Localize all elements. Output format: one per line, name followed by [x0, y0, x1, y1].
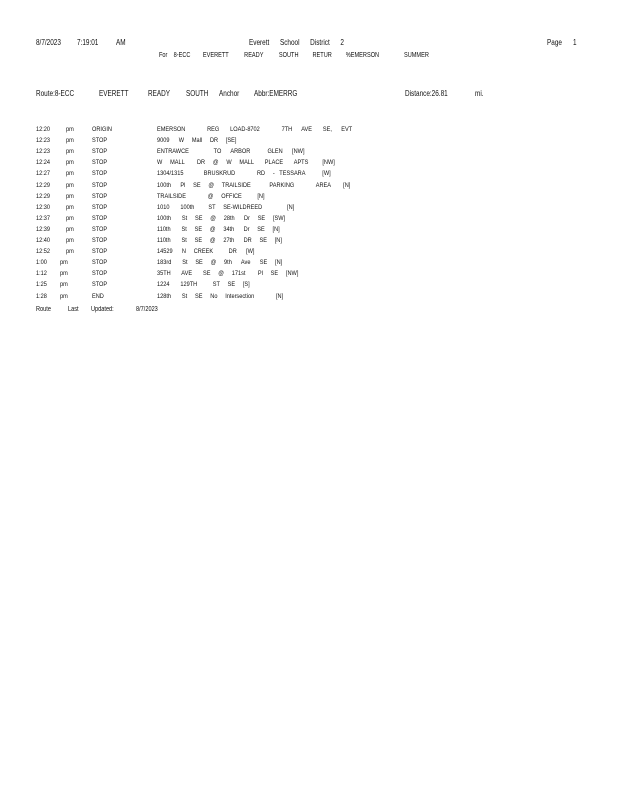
- stop-row: [0, 215, 618, 226]
- stop-location: 100th Pl SE @ TRAILSIDE PARKING AREA [N]: [157, 181, 351, 189]
- report-subtitle: For 8-ECC EVERETT READY SOUTH RETUR %EMERSON SUMMER: [159, 52, 429, 59]
- stop-type: STOP: [92, 159, 108, 167]
- route-name: EVERETT: [99, 89, 129, 98]
- stop-time: 12:52: [36, 248, 51, 256]
- stop-type: STOP: [92, 192, 108, 200]
- stop-location: 14529 N CREEK DR [W]: [157, 248, 255, 256]
- stop-type: ORIGIN: [92, 126, 112, 133]
- stop-type: STOP: [92, 248, 108, 256]
- stop-location: ENTRAWCE TO ARBOR GLEN [NW]: [157, 148, 305, 156]
- stop-type: STOP: [92, 181, 108, 189]
- stop-time: 12:37: [36, 214, 51, 222]
- stop-row: [0, 248, 618, 259]
- stop-row: [0, 281, 618, 292]
- report-time: 7:19:01: [77, 38, 99, 47]
- stop-type: STOP: [92, 237, 108, 244]
- stop-time: 12:20: [36, 126, 51, 133]
- footer-last-label: Last: [68, 306, 79, 313]
- stop-time: 12:40: [36, 237, 51, 244]
- stop-type: STOP: [92, 137, 108, 145]
- stop-ampm: pm: [66, 248, 74, 256]
- stop-time: 12:30: [36, 203, 51, 211]
- stop-time: 12:39: [36, 225, 51, 233]
- stop-location: 1010 100th ST SE-WILDREED [N]: [157, 203, 295, 211]
- stop-location: TRAILSIDE @ OFFICE [N]: [157, 192, 265, 200]
- stop-ampm: pm: [66, 225, 74, 233]
- stop-location: 1224 129TH ST SE [S]: [157, 281, 250, 289]
- stop-location: EMERSON REG LOAD-8702 7TH AVE SE, EVT: [157, 126, 353, 133]
- stop-ampm: pm: [66, 170, 74, 178]
- stop-row: [0, 293, 618, 304]
- stop-row: [0, 182, 618, 193]
- stop-type: STOP: [92, 214, 108, 222]
- stop-time: 12:29: [36, 192, 51, 200]
- stop-location: 100th St SE @ 28th Dr SE [SW]: [157, 214, 286, 222]
- stop-ampm: pm: [66, 126, 74, 133]
- stop-location: 110th St SE @ 27th DR SE [N]: [157, 237, 282, 244]
- stop-row: [0, 159, 618, 170]
- stop-row: [0, 204, 618, 215]
- stop-location: 110th St SE @ 34th Dr SE [N]: [157, 225, 280, 233]
- report-ampm: AM: [116, 38, 126, 47]
- stop-row: [0, 148, 618, 159]
- stop-time: 12:29: [36, 181, 51, 189]
- stop-type: STOP: [92, 225, 108, 233]
- route-id: Route:8-ECC: [36, 89, 75, 98]
- stop-location: 128th St SE No Intersection [N]: [157, 292, 284, 300]
- stop-location: 9009 W Mall DR [SE]: [157, 137, 237, 145]
- stop-row: [0, 226, 618, 237]
- stop-ampm: pm: [66, 137, 74, 145]
- footer-updated-label: Updated:: [91, 306, 114, 313]
- route-ready: READY: [148, 89, 171, 98]
- stop-ampm: pm: [60, 259, 68, 267]
- stop-ampm: pm: [60, 292, 68, 300]
- stop-type: STOP: [92, 259, 108, 267]
- stop-ampm: pm: [66, 214, 74, 222]
- stop-location: 1304/1315 BRUSKRUD RD - TESSARA [W]: [157, 170, 331, 178]
- stop-row: [0, 170, 618, 181]
- stop-ampm: pm: [66, 237, 74, 244]
- stop-row: [0, 126, 618, 137]
- stop-ampm: pm: [60, 281, 68, 289]
- stop-time: 1:12: [36, 270, 47, 278]
- footer-updated-date: 8/7/2023: [136, 306, 158, 313]
- stop-type: END: [92, 292, 104, 300]
- stop-ampm: pm: [60, 270, 68, 278]
- stop-ampm: pm: [66, 181, 74, 189]
- stop-ampm: pm: [66, 159, 74, 167]
- stop-ampm: pm: [66, 192, 74, 200]
- stop-time: 1:25: [36, 281, 47, 289]
- report-date: 8/7/2023: [36, 38, 61, 47]
- stop-type: STOP: [92, 281, 108, 289]
- stop-type: STOP: [92, 170, 108, 178]
- route-distance-unit: mi.: [475, 89, 484, 98]
- stop-time: 12:23: [36, 137, 51, 145]
- district-title: Everett School District 2: [249, 38, 344, 47]
- stop-location: 35TH AVE SE @ 171st Pl SE [NW]: [157, 270, 299, 278]
- route-distance: Distance:26.81: [405, 89, 448, 98]
- stop-row: [0, 259, 618, 270]
- stop-location: W MALL DR @ W MALL PLACE APTS [NW]: [157, 159, 335, 167]
- stop-time: 12:23: [36, 148, 51, 156]
- stop-time: 12:27: [36, 170, 51, 178]
- stop-row: [0, 237, 618, 248]
- footer-route-label: Route: [36, 306, 51, 313]
- stop-type: STOP: [92, 148, 108, 156]
- route-abbr: Abbr:EMERRG: [254, 89, 298, 98]
- page-number: 1: [573, 38, 577, 47]
- route-anchor: Anchor: [219, 89, 240, 98]
- stop-type: STOP: [92, 270, 108, 278]
- stop-time: 1:00: [36, 259, 47, 267]
- stop-row: [0, 137, 618, 148]
- stop-type: STOP: [92, 203, 108, 211]
- stop-ampm: pm: [66, 148, 74, 156]
- page-label: Page: [547, 38, 562, 47]
- stop-row: [0, 270, 618, 281]
- stop-location: 183rd St SE @ 9th Ave SE [N]: [157, 259, 283, 267]
- stop-row: [0, 193, 618, 204]
- stop-time: 1:28: [36, 292, 47, 300]
- stop-ampm: pm: [66, 203, 74, 211]
- stop-time: 12:24: [36, 159, 51, 167]
- route-south: SOUTH: [186, 89, 209, 98]
